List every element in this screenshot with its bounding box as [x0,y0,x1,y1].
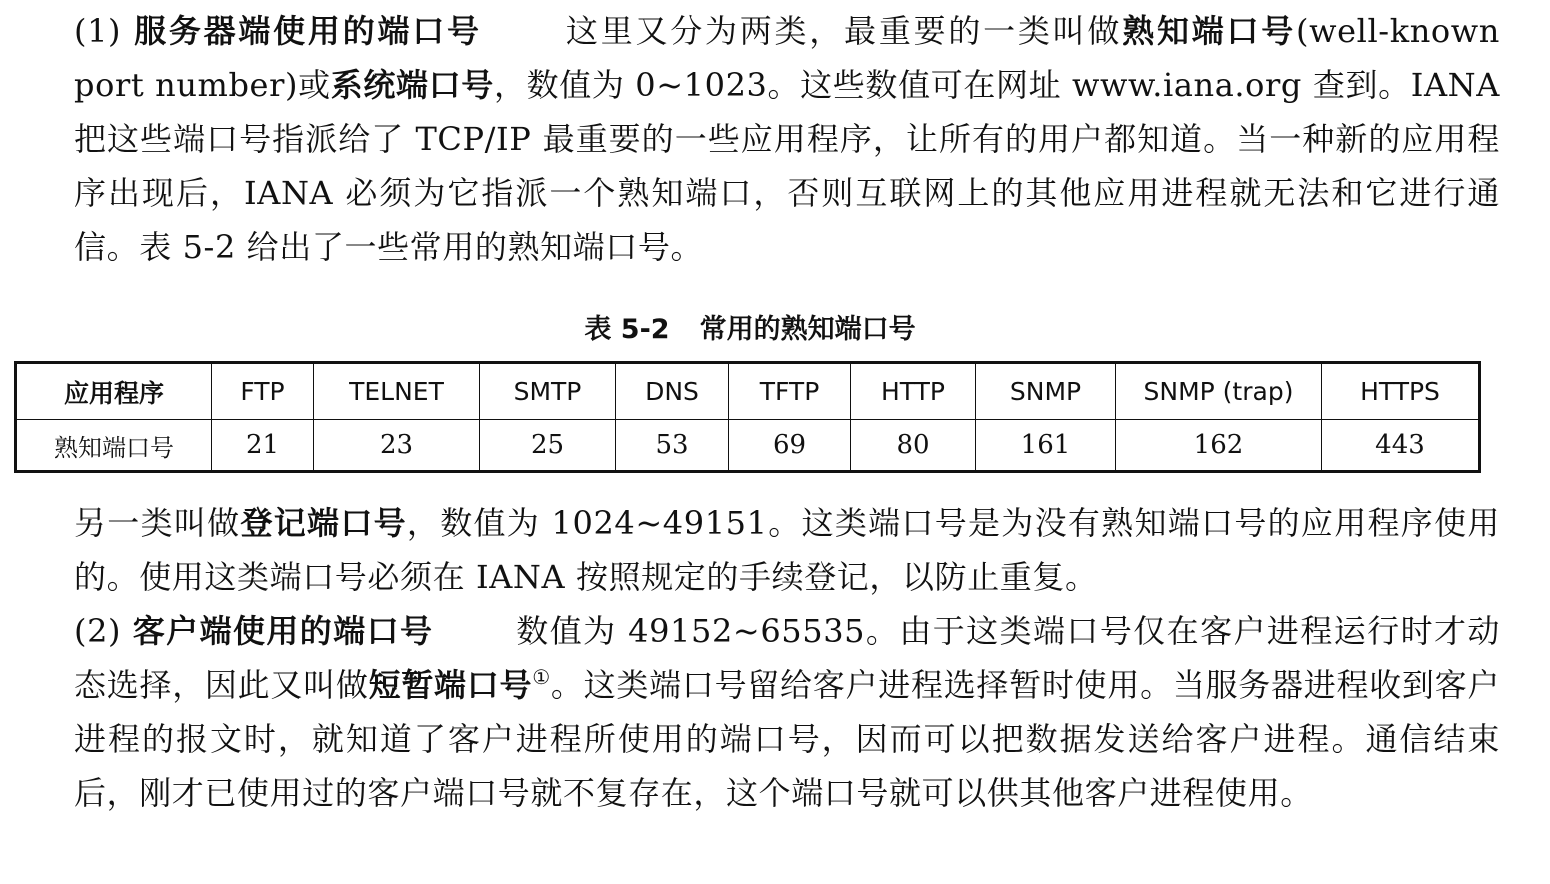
section-1-heading: 服务器端使用的端口号 [134,12,482,50]
well-known-ports-table [14,361,1481,473]
table-cell-port: 161 [976,420,1116,472]
table-cell-application: SNMP (trap) [1116,363,1322,420]
footnote-marker[interactable]: ① [532,665,551,689]
table-cell-port: 23 [314,420,480,472]
term-ephemeral-port: 短暂端口号 [368,666,533,704]
table-cell-application: DNS [616,363,729,420]
table-cell-port: 443 [1322,420,1480,472]
row-label-applications: 应用程序 [16,363,212,420]
table-cell-port: 25 [480,420,616,472]
paragraph-registered-ports [0,496,1500,604]
table-cell-port: 80 [851,420,976,472]
row-label-ports: 熟知端口号 [16,420,212,472]
table-cell-application: SMTP [480,363,616,420]
section-1-label: (1) [74,12,122,50]
table-cell-port: 21 [212,420,314,472]
table-caption-title: 常用的熟知端口号 [699,314,916,345]
table-caption-number: 表 5-2 [584,314,670,345]
table-cell-application: FTP [212,363,314,420]
table-cell-application: TELNET [314,363,480,420]
paragraph-text: 这里又分为两类，最重要的一类叫做 [563,12,1123,50]
paragraph-text: 另一类叫做 [74,504,241,542]
table-cell-application: HTTP [851,363,976,420]
paragraph-server-ports [0,4,1500,274]
table-cell-port: 69 [729,420,851,472]
table-cell-application: TFTP [729,363,851,420]
paragraph-text: (well-known port number)或 [74,12,1500,104]
table-caption [0,308,1500,352]
term-registered-port: 登记端口号 [240,504,407,542]
table-cell-application: HTTPS [1322,363,1480,420]
table-cell-application: SNMP [976,363,1116,420]
section-2-heading: 客户端使用的端口号 [132,612,434,650]
table-row-ports [16,420,1480,472]
table-cell-port: 162 [1116,420,1322,472]
table-cell-port: 53 [616,420,729,472]
paragraph-text: ，数值为 1024~49151。这类端口号是为没有熟知端口号的应用程序使用的。使用这类端口号必须在 IANA 按照规定的手续登记，以防止重复。 [74,504,1500,596]
paragraph-text: 。这类端口号留给客户进程选择暂时使用。当服务器进程收到客户进程的报文时，就知道了客户进程所使用的端口号，因而可以把数据发送给客户进程。通信结束后，刚才已使用过的客户端口号就不复存在，这个端口号就可以供其他客户进程使用。 [74,666,1500,812]
paragraph-client-ports [0,604,1500,820]
table-row-applications [16,363,1480,420]
term-system-port: 系统端口号 [330,66,494,104]
paragraph-text: ，数值为 0~1023。这些数值可在网址 www.iana.org 查到。IANA 把这些端口号指派给了 TCP/IP 最重要的一些应用程序，让所有的用户都知道。当一种新的应用程序出现后，IANA 必须为它指派一个熟知端口，否则互联网上的其他应用进程就无法和它进行通信。表 5-2 给出了一些常用的熟知端口号。 [74,66,1500,266]
section-2-label: (2) [74,612,122,650]
paragraph-text: 数值为 49152~65535。由于这类端口号仅在客户进程运行时才动态选择，因此又叫做 [74,612,1500,704]
term-well-known-port: 熟知端口号 [1122,12,1297,50]
